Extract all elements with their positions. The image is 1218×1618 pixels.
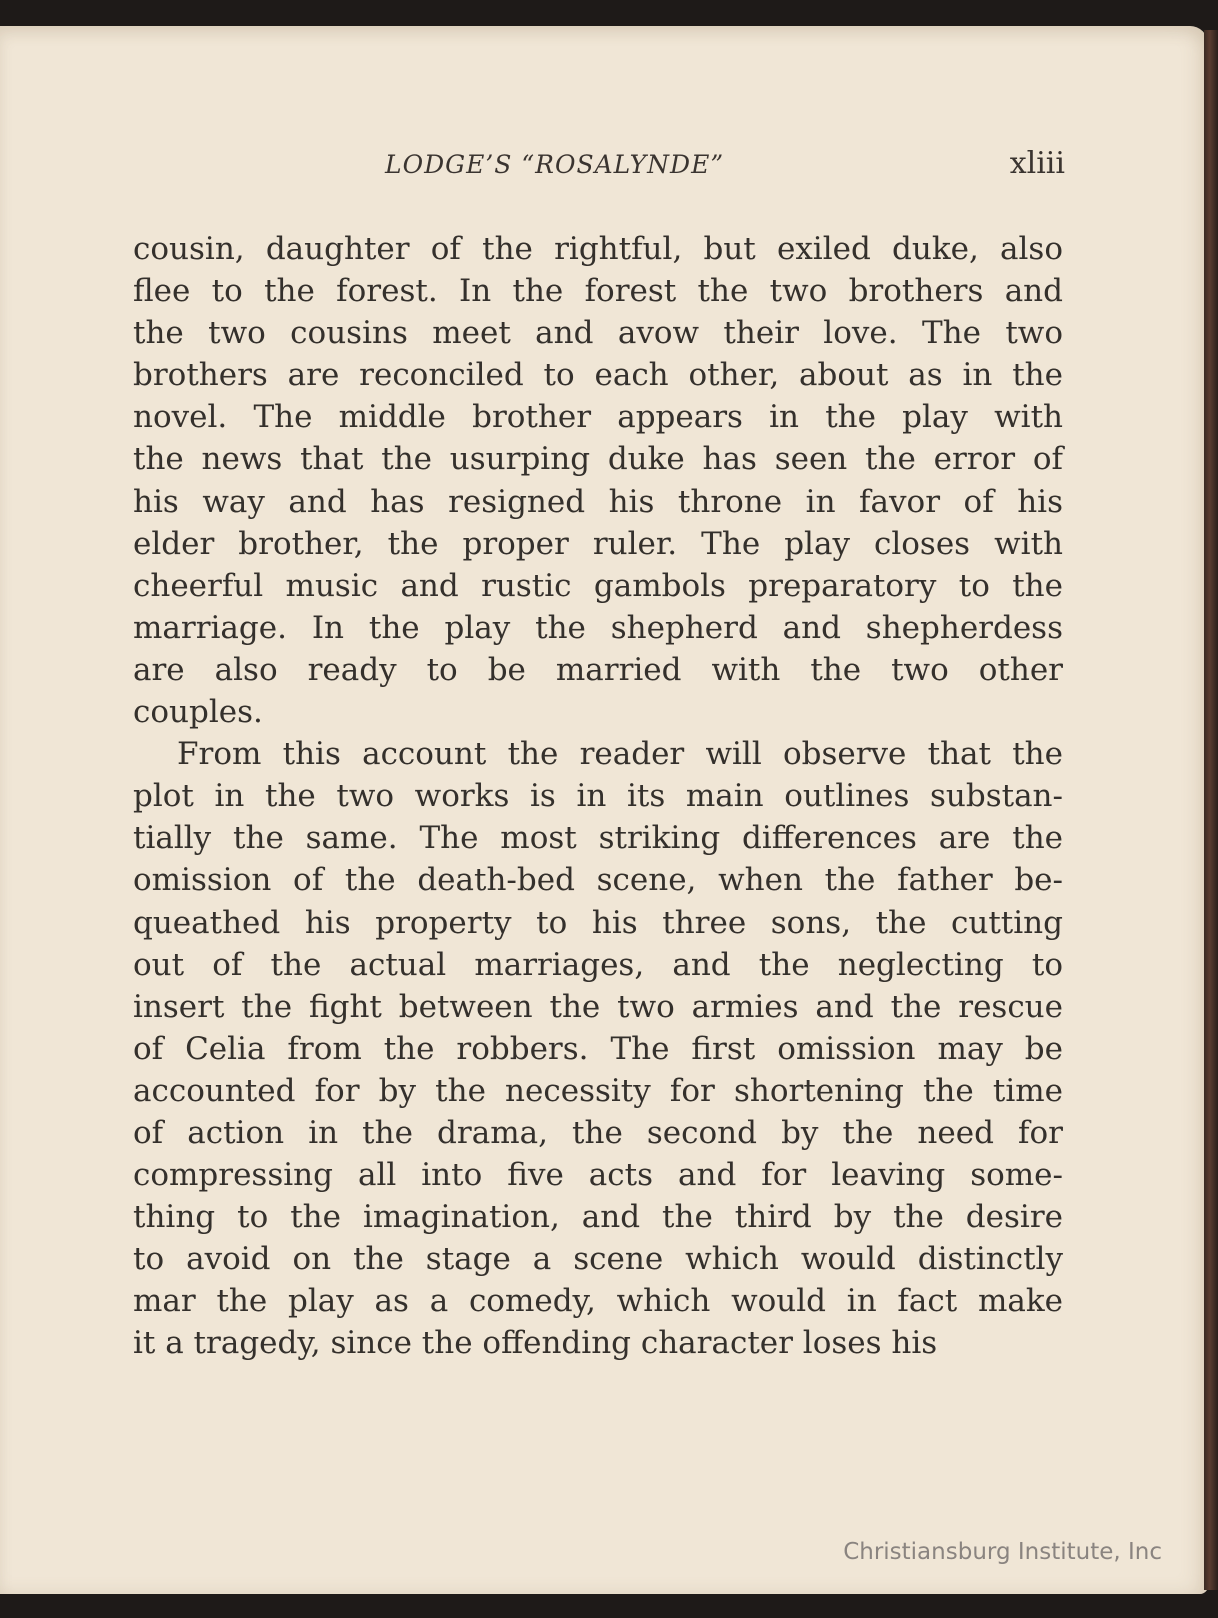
running-head bbox=[130, 146, 1065, 190]
body-text bbox=[133, 228, 1063, 1365]
text-line: queathed his property to his three sons, the cutting bbox=[133, 904, 1063, 941]
text-line: From this account the reader will observe that the bbox=[177, 736, 1063, 773]
text-line: marriage. In the play the shepherd and shepherdess bbox=[133, 609, 1063, 646]
text-line: tially the same. The most striking differences are the bbox=[133, 820, 1063, 857]
text-line: flee to the forest. In the forest the two brothers and bbox=[133, 273, 1063, 310]
text-line: of Celia from the robbers. The first omission may be bbox=[133, 1030, 1063, 1067]
watermark: Christiansburg Institute, Inc bbox=[843, 1539, 1162, 1565]
text-line: accounted for by the necessity for shortening the time bbox=[133, 1072, 1063, 1109]
text-line: omission of the death-bed scene, when the father be- bbox=[133, 862, 1063, 899]
text-line: to avoid on the stage a scene which would distinctly bbox=[133, 1241, 1063, 1278]
text-line: plot in the two works is in its main outlines substan- bbox=[133, 778, 1063, 815]
text-line: cheerful music and rustic gambols preparatory to the bbox=[133, 567, 1063, 604]
text-line: thing to the imagination, and the third by the desire bbox=[133, 1199, 1063, 1236]
text-line: novel. The middle brother appears in the play with bbox=[133, 399, 1063, 436]
text-line: couples. bbox=[133, 694, 263, 731]
text-line: insert the fight between the two armies and the rescue bbox=[133, 988, 1063, 1025]
text-line: his way and has resigned his throne in favor of his bbox=[133, 483, 1063, 520]
text-line: brothers are reconciled to each other, about as in the bbox=[133, 357, 1063, 394]
text-line: compressing all into five acts and for leaving some- bbox=[133, 1157, 1063, 1194]
book-edge bbox=[1204, 30, 1218, 1590]
text-line: of action in the drama, the second by the need for bbox=[133, 1114, 1063, 1151]
text-line: mar the play as a comedy, which would in fact make bbox=[133, 1283, 1063, 1320]
text-line: it a tragedy, since the offending character loses his bbox=[133, 1325, 938, 1362]
running-title: LODGE’S “ROSALYNDE” bbox=[385, 150, 725, 179]
page-number: xliii bbox=[1009, 146, 1065, 181]
text-line: are also ready to be married with the two other bbox=[133, 651, 1063, 688]
text-line: the two cousins meet and avow their love. The two bbox=[133, 315, 1063, 352]
paragraph bbox=[133, 733, 1063, 1364]
paragraph bbox=[133, 228, 1063, 733]
text-line: the news that the usurping duke has seen the error of bbox=[133, 441, 1063, 478]
text-line: cousin, daughter of the rightful, but exiled duke, also bbox=[133, 231, 1063, 267]
text-line: out of the actual marriages, and the neglecting to bbox=[133, 946, 1063, 983]
text-line: elder brother, the proper ruler. The play closes with bbox=[133, 525, 1063, 562]
